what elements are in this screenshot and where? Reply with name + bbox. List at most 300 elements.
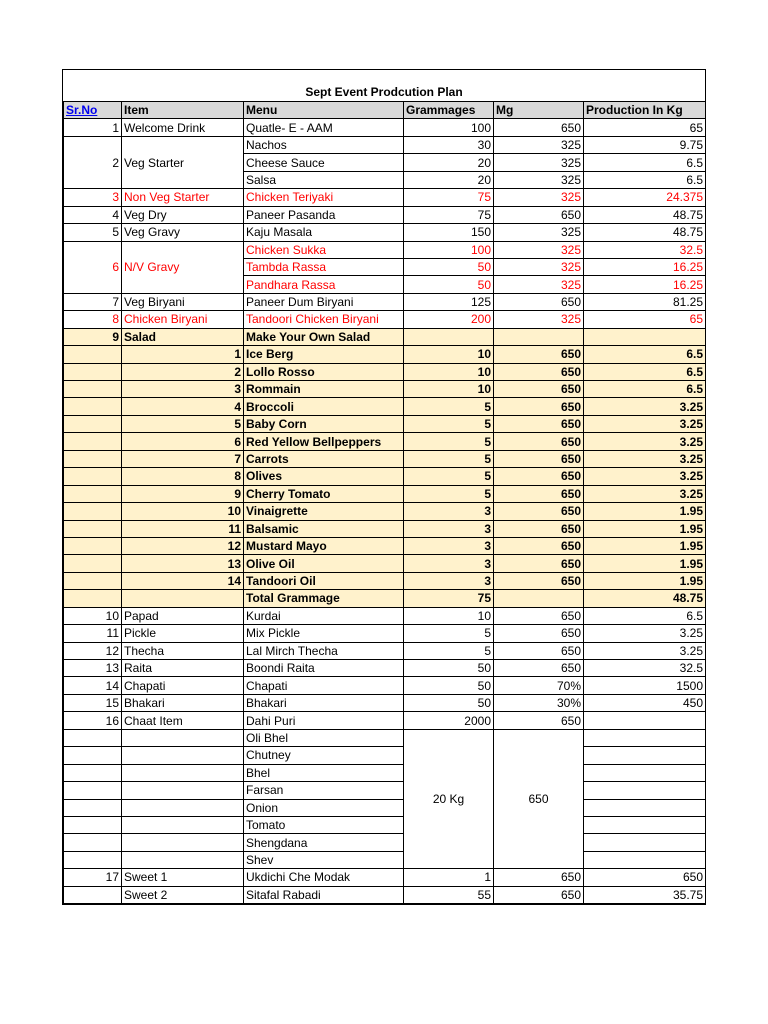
cell-menu: Ukdichi Che Modak — [244, 869, 404, 886]
cell-production: 16.25 — [584, 276, 706, 293]
cell-menu: Make Your Own Salad — [244, 328, 404, 345]
cell-srno: 5 — [64, 224, 122, 241]
cell-item: Veg Gravy — [122, 224, 244, 241]
cell-item: 10 — [122, 503, 244, 520]
header-mg: Mg — [494, 102, 584, 119]
header-production: Production In Kg — [584, 102, 706, 119]
cell-production — [584, 834, 706, 851]
cell-menu: Bhakari — [244, 694, 404, 711]
table-row — [64, 328, 706, 345]
table-row — [64, 851, 706, 868]
cell-menu: Olives — [244, 468, 404, 485]
cell-mg: 650 — [494, 468, 584, 485]
cell-item: Non Veg Starter — [122, 189, 244, 206]
cell-srno: 4 — [64, 206, 122, 223]
cell-production: 3.25 — [584, 450, 706, 467]
cell-menu: Ice Berg — [244, 346, 404, 363]
cell-srno — [64, 764, 122, 781]
table-row — [64, 398, 706, 415]
cell-grammages: 50 — [404, 677, 494, 694]
table-row — [64, 782, 706, 799]
cell-production: 1.95 — [584, 572, 706, 589]
cell-menu: Carrots — [244, 450, 404, 467]
table-row — [64, 799, 706, 816]
cell-srno — [64, 450, 122, 467]
cell-production: 65 — [584, 311, 706, 328]
table-row — [64, 415, 706, 432]
cell-mg: 650 — [494, 433, 584, 450]
cell-mg: 650 — [494, 363, 584, 380]
cell-grammages: 5 — [404, 468, 494, 485]
cell-srno — [64, 834, 122, 851]
cell-menu: Vinaigrette — [244, 503, 404, 520]
title-row — [63, 70, 705, 101]
cell-item: Chaat Item — [122, 712, 244, 729]
cell-item: 7 — [122, 450, 244, 467]
cell-production: 1.95 — [584, 537, 706, 554]
cell-mg: 650 — [494, 607, 584, 624]
cell-production: 32.5 — [584, 241, 706, 258]
cell-item: Bhakari — [122, 694, 244, 711]
cell-production: 650 — [584, 869, 706, 886]
table-row — [64, 537, 706, 554]
cell-srno — [64, 886, 122, 903]
cell-production: 3.25 — [584, 398, 706, 415]
cell-menu: Tomato — [244, 816, 404, 833]
cell-menu: Tandoori Oil — [244, 572, 404, 589]
cell-item: Papad — [122, 607, 244, 624]
table-row — [64, 119, 706, 136]
cell-mg: 325 — [494, 258, 584, 275]
cell-mg: 650 — [494, 293, 584, 310]
cell-production: 48.75 — [584, 206, 706, 223]
cell-grammages: 100 — [404, 119, 494, 136]
cell-srno — [64, 572, 122, 589]
table-row — [64, 660, 706, 677]
cell-menu: Nachos — [244, 136, 404, 153]
cell-menu: Cheese Sauce — [244, 154, 404, 171]
cell-menu: Pandhara Rassa — [244, 276, 404, 293]
table-row — [64, 485, 706, 502]
cell-menu: Onion — [244, 799, 404, 816]
cell-srno — [64, 729, 122, 746]
cell-item: 9 — [122, 485, 244, 502]
cell-production — [584, 328, 706, 345]
cell-grammages: 3 — [404, 572, 494, 589]
cell-menu: Mix Pickle — [244, 625, 404, 642]
cell-production: 6.5 — [584, 171, 706, 188]
table-row — [64, 136, 706, 153]
cell-item: 8 — [122, 468, 244, 485]
cell-srno — [64, 346, 122, 363]
cell-grammages: 5 — [404, 642, 494, 659]
table-row — [64, 520, 706, 537]
table-row — [64, 293, 706, 310]
cell-item: Veg Dry — [122, 206, 244, 223]
cell-srno: 12 — [64, 642, 122, 659]
header-srno[interactable]: Sr.No — [64, 102, 122, 119]
cell-grammages: 50 — [404, 276, 494, 293]
cell-menu: Chutney — [244, 747, 404, 764]
cell-srno: 17 — [64, 869, 122, 886]
cell-item: 6 — [122, 433, 244, 450]
cell-menu: Bhel — [244, 764, 404, 781]
cell-srno: 10 — [64, 607, 122, 624]
cell-menu: Kurdai — [244, 607, 404, 624]
cell-item: 2 — [122, 363, 244, 380]
cell-menu: Olive Oil — [244, 555, 404, 572]
table-row — [64, 625, 706, 642]
cell-production: 81.25 — [584, 293, 706, 310]
header-row — [64, 102, 706, 119]
cell-production: 65 — [584, 119, 706, 136]
cell-mg: 325 — [494, 276, 584, 293]
cell-mg: 30% — [494, 694, 584, 711]
table-row — [64, 590, 706, 607]
table-row — [64, 694, 706, 711]
table-row — [64, 607, 706, 624]
cell-mg: 650 — [494, 712, 584, 729]
cell-mg: 325 — [494, 171, 584, 188]
cell-item: 11 — [122, 520, 244, 537]
cell-menu: Mustard Mayo — [244, 537, 404, 554]
table-row — [64, 729, 706, 746]
cell-srno: 11 — [64, 625, 122, 642]
cell-production: 24.375 — [584, 189, 706, 206]
cell-production: 450 — [584, 694, 706, 711]
cell-production: 3.25 — [584, 485, 706, 502]
cell-mg: 650 — [494, 642, 584, 659]
table-row — [64, 311, 706, 328]
cell-srno — [64, 747, 122, 764]
cell-grammages: 50 — [404, 694, 494, 711]
cell-item: Chicken Biryani — [122, 311, 244, 328]
cell-srno — [64, 590, 122, 607]
table-row — [64, 381, 706, 398]
cell-grammages: 125 — [404, 293, 494, 310]
cell-grammages: 30 — [404, 136, 494, 153]
cell-item: Thecha — [122, 642, 244, 659]
cell-grammages: 55 — [404, 886, 494, 903]
cell-grammages: 3 — [404, 503, 494, 520]
cell-srno: 13 — [64, 660, 122, 677]
table-row — [64, 503, 706, 520]
cell-production: 6.5 — [584, 363, 706, 380]
cell-menu: Sitafal Rabadi — [244, 886, 404, 903]
cell-menu: Balsamic — [244, 520, 404, 537]
cell-menu: Cherry Tomato — [244, 485, 404, 502]
cell-item — [122, 590, 244, 607]
cell-mg: 650 — [494, 503, 584, 520]
cell-menu: Red Yellow Bellpeppers — [244, 433, 404, 450]
cell-mg — [494, 328, 584, 345]
cell-production: 3.25 — [584, 625, 706, 642]
cell-srno — [64, 782, 122, 799]
cell-production — [584, 851, 706, 868]
cell-item: 5 — [122, 415, 244, 432]
cell-menu: Quatle- E - AAM — [244, 119, 404, 136]
cell-mg: 650 — [494, 555, 584, 572]
cell-item: Raita — [122, 660, 244, 677]
cell-grammages: 5 — [404, 398, 494, 415]
table-row — [64, 363, 706, 380]
cell-menu: Tambda Rassa — [244, 258, 404, 275]
cell-mg: 650 — [494, 660, 584, 677]
table-row — [64, 886, 706, 903]
cell-production: 48.75 — [584, 224, 706, 241]
cell-grammages: 3 — [404, 555, 494, 572]
cell-menu: Dahi Puri — [244, 712, 404, 729]
cell-item: 4 — [122, 398, 244, 415]
cell-menu: Salsa — [244, 171, 404, 188]
cell-production: 1.95 — [584, 555, 706, 572]
cell-item: Welcome Drink — [122, 119, 244, 136]
cell-grammages: 2000 — [404, 712, 494, 729]
cell-srno — [64, 851, 122, 868]
cell-item — [122, 851, 244, 868]
cell-grammages: 1 — [404, 869, 494, 886]
cell-srno — [64, 555, 122, 572]
cell-mg: 325 — [494, 224, 584, 241]
cell-grammages: 150 — [404, 224, 494, 241]
spreadsheet — [62, 69, 706, 905]
cell-srno — [64, 363, 122, 380]
cell-grammages: 3 — [404, 537, 494, 554]
cell-production: 1500 — [584, 677, 706, 694]
cell-production: 16.25 — [584, 258, 706, 275]
cell-menu: Paneer Dum Biryani — [244, 293, 404, 310]
cell-srno: 9 — [64, 328, 122, 345]
cell-grammages: 75 — [404, 206, 494, 223]
cell-srno — [64, 503, 122, 520]
cell-mg: 650 — [494, 537, 584, 554]
cell-grammages — [404, 328, 494, 345]
cell-production — [584, 729, 706, 746]
cell-mg: 650 — [494, 485, 584, 502]
cell-production: 3.25 — [584, 415, 706, 432]
table-row — [64, 206, 706, 223]
cell-mg: 650 — [494, 119, 584, 136]
cell-item — [122, 834, 244, 851]
table-row — [64, 572, 706, 589]
table-row — [64, 642, 706, 659]
table-row — [64, 869, 706, 886]
cell-menu: Rommain — [244, 381, 404, 398]
cell-grammages: 20 — [404, 171, 494, 188]
cell-item: Veg Starter — [122, 136, 244, 188]
cell-menu: Chicken Teriyaki — [244, 189, 404, 206]
cell-menu: Shengdana — [244, 834, 404, 851]
cell-mg: 650 — [494, 869, 584, 886]
cell-item: 3 — [122, 381, 244, 398]
cell-production — [584, 712, 706, 729]
cell-mg-merged: 650 — [494, 729, 584, 869]
cell-srno — [64, 433, 122, 450]
cell-srno: 8 — [64, 311, 122, 328]
cell-grammages: 200 — [404, 311, 494, 328]
cell-mg: 70% — [494, 677, 584, 694]
cell-item: Sweet 1 — [122, 869, 244, 886]
cell-menu: Chapati — [244, 677, 404, 694]
header-menu: Menu — [244, 102, 404, 119]
cell-item — [122, 747, 244, 764]
table-row — [64, 747, 706, 764]
table-row — [64, 433, 706, 450]
cell-production — [584, 747, 706, 764]
cell-production: 9.75 — [584, 136, 706, 153]
cell-srno — [64, 398, 122, 415]
cell-item: Chapati — [122, 677, 244, 694]
sheet-title: Sept Event Prodcution Plan — [305, 85, 463, 99]
table-row — [64, 555, 706, 572]
table-row — [64, 468, 706, 485]
cell-grammages: 5 — [404, 485, 494, 502]
cell-production — [584, 782, 706, 799]
cell-mg: 325 — [494, 154, 584, 171]
cell-grammages: 3 — [404, 520, 494, 537]
cell-item — [122, 816, 244, 833]
cell-menu: Lollo Rosso — [244, 363, 404, 380]
cell-srno — [64, 799, 122, 816]
cell-item — [122, 799, 244, 816]
cell-item: Veg Biryani — [122, 293, 244, 310]
cell-menu: Farsan — [244, 782, 404, 799]
cell-grammages: 50 — [404, 660, 494, 677]
cell-production — [584, 816, 706, 833]
cell-item: Sweet 2 — [122, 886, 244, 903]
header-grammages: Grammages — [404, 102, 494, 119]
cell-menu: Baby Corn — [244, 415, 404, 432]
cell-production: 48.75 — [584, 590, 706, 607]
cell-item: N/V Gravy — [122, 241, 244, 293]
cell-item: Pickle — [122, 625, 244, 642]
cell-item — [122, 764, 244, 781]
cell-mg: 650 — [494, 381, 584, 398]
cell-srno: 7 — [64, 293, 122, 310]
cell-mg: 650 — [494, 398, 584, 415]
cell-grammages: 10 — [404, 607, 494, 624]
table-row — [64, 189, 706, 206]
cell-item: Salad — [122, 328, 244, 345]
cell-mg: 650 — [494, 415, 584, 432]
cell-menu: Broccoli — [244, 398, 404, 415]
cell-grammages: 10 — [404, 381, 494, 398]
cell-item — [122, 782, 244, 799]
cell-mg: 650 — [494, 520, 584, 537]
cell-mg: 325 — [494, 136, 584, 153]
cell-srno — [64, 537, 122, 554]
cell-srno — [64, 816, 122, 833]
cell-grammages: 50 — [404, 258, 494, 275]
cell-srno: 15 — [64, 694, 122, 711]
cell-grammages: 10 — [404, 346, 494, 363]
cell-mg: 650 — [494, 346, 584, 363]
header-item: Item — [122, 102, 244, 119]
cell-production — [584, 764, 706, 781]
cell-production: 3.25 — [584, 433, 706, 450]
cell-grammages: 75 — [404, 189, 494, 206]
cell-grammages: 5 — [404, 433, 494, 450]
cell-mg: 650 — [494, 450, 584, 467]
cell-srno — [64, 468, 122, 485]
cell-menu: Paneer Pasanda — [244, 206, 404, 223]
cell-srno: 3 — [64, 189, 122, 206]
cell-production: 35.75 — [584, 886, 706, 903]
cell-srno — [64, 381, 122, 398]
cell-menu: Boondi Raita — [244, 660, 404, 677]
cell-production: 6.5 — [584, 607, 706, 624]
cell-production: 1.95 — [584, 520, 706, 537]
table-row — [64, 816, 706, 833]
cell-mg: 325 — [494, 189, 584, 206]
cell-mg: 650 — [494, 206, 584, 223]
cell-menu: Kaju Masala — [244, 224, 404, 241]
table-row — [64, 834, 706, 851]
cell-srno: 1 — [64, 119, 122, 136]
cell-srno: 14 — [64, 677, 122, 694]
cell-mg: 650 — [494, 625, 584, 642]
cell-srno: 6 — [64, 241, 122, 293]
table-row — [64, 241, 706, 258]
table-row — [64, 677, 706, 694]
cell-menu: Total Grammage — [244, 590, 404, 607]
cell-grammages: 5 — [404, 625, 494, 642]
table-row — [64, 450, 706, 467]
cell-srno: 2 — [64, 136, 122, 188]
table-row — [64, 764, 706, 781]
cell-production: 1.95 — [584, 503, 706, 520]
table-row — [64, 224, 706, 241]
cell-mg — [494, 590, 584, 607]
cell-menu: Lal Mirch Thecha — [244, 642, 404, 659]
cell-production: 32.5 — [584, 660, 706, 677]
cell-item: 12 — [122, 537, 244, 554]
cell-srno — [64, 520, 122, 537]
cell-item: 14 — [122, 572, 244, 589]
cell-srno — [64, 415, 122, 432]
cell-item: 13 — [122, 555, 244, 572]
cell-mg: 325 — [494, 311, 584, 328]
cell-production — [584, 799, 706, 816]
cell-menu: Shev — [244, 851, 404, 868]
cell-grammages: 20 — [404, 154, 494, 171]
table-row — [64, 346, 706, 363]
cell-item: 1 — [122, 346, 244, 363]
cell-mg: 650 — [494, 572, 584, 589]
cell-menu: Chicken Sukka — [244, 241, 404, 258]
cell-production: 6.5 — [584, 381, 706, 398]
cell-production: 6.5 — [584, 154, 706, 171]
cell-menu: Tandoori Chicken Biryani — [244, 311, 404, 328]
cell-grammages: 100 — [404, 241, 494, 258]
cell-grammages: 75 — [404, 590, 494, 607]
table-row — [64, 712, 706, 729]
cell-grammages: 10 — [404, 363, 494, 380]
cell-srno: 16 — [64, 712, 122, 729]
cell-grammages-merged: 20 Kg — [404, 729, 494, 869]
cell-item — [122, 729, 244, 746]
production-table — [63, 101, 706, 904]
cell-production: 3.25 — [584, 468, 706, 485]
cell-production: 3.25 — [584, 642, 706, 659]
cell-grammages: 5 — [404, 415, 494, 432]
cell-production: 6.5 — [584, 346, 706, 363]
cell-srno — [64, 485, 122, 502]
cell-grammages: 5 — [404, 450, 494, 467]
cell-mg: 650 — [494, 886, 584, 903]
cell-mg: 325 — [494, 241, 584, 258]
cell-menu: Oli Bhel — [244, 729, 404, 746]
